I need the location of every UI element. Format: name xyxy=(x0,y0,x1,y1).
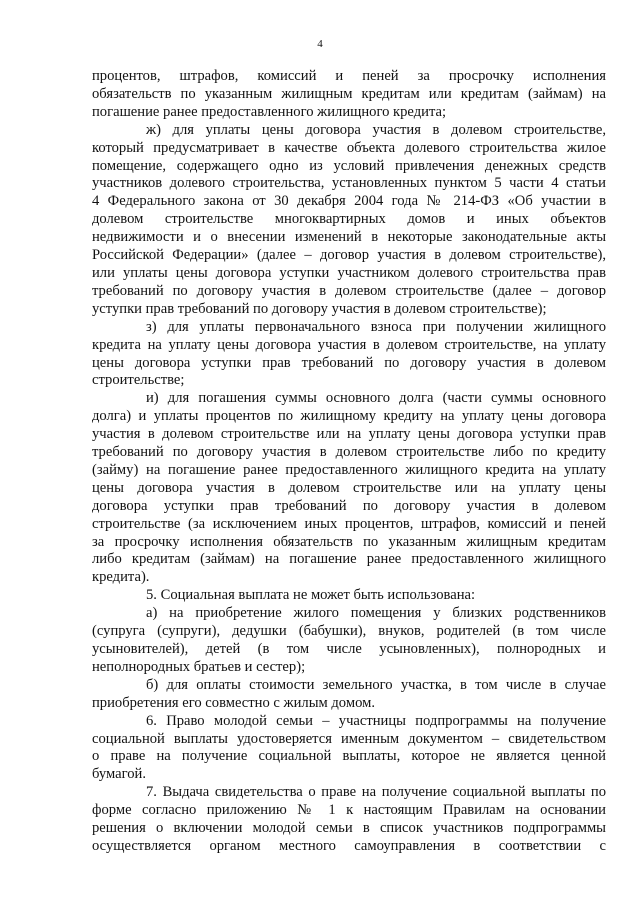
text-line: а) на приобретение жилого помещения у близких родственников xyxy=(146,605,606,622)
text-line: 6. Право молодой семьи – участницы подпрограммы на получение xyxy=(146,712,606,729)
text-line: уступки прав требований по договору участия в долевом строительстве); xyxy=(92,300,547,317)
text-line: обязательств по указанным жилищным кредитам или кредитам (займам) на xyxy=(92,85,606,102)
text-line: договора уступки прав требований по договору участия в долевом xyxy=(92,497,606,514)
text-line: кредита). xyxy=(92,569,150,586)
document-body xyxy=(92,68,606,856)
text-line: строительстве; xyxy=(92,372,185,389)
text-line: кредита на уплату цены договора участия в долевом строительстве, на уплату xyxy=(92,336,606,353)
text-line: решения о включении молодой семьи в список участников подпрограммы xyxy=(92,820,606,837)
paragraph xyxy=(92,784,606,856)
page-number: 4 xyxy=(317,38,323,50)
text-line: з) для уплаты первоначального взноса при получении жилищного xyxy=(146,318,606,335)
text-line: процентов, штрафов, комиссий и пеней за просрочку исполнения xyxy=(92,68,606,84)
text-line: участников долевого строительства, установленных пунктом 5 части 4 статьи xyxy=(92,175,606,192)
text-line: строительстве (за исключением иных процентов, штрафов, комиссий и пеней xyxy=(92,515,606,532)
text-line: 7. Выдача свидетельства о праве на получение социальной выплаты по xyxy=(146,784,606,801)
text-line: 4 Федерального закона от 30 декабря 2004 года № 214-ФЗ «Об участии в xyxy=(92,193,606,210)
paragraph xyxy=(92,587,606,605)
text-line: цены договора уступки прав требований по договору участия в долевом xyxy=(92,354,606,371)
text-line: требований по договору участия в долевом строительстве (далее – договор xyxy=(92,282,606,299)
text-line: форме согласно приложению № 1 к настоящим Правилам на основании xyxy=(92,802,606,819)
text-line: приобретения его совместно с жилым домом. xyxy=(92,694,375,711)
text-line: неполнородных братьев и сестер); xyxy=(92,658,306,675)
text-line: либо кредитам (займам) на погашение ранее предоставленного жилищного xyxy=(92,551,606,568)
text-line: (займу) на погашение ранее предоставленного жилищного кредита на уплату xyxy=(92,461,606,478)
text-line: б) для оплаты стоимости земельного участка, в том числе в случае xyxy=(146,676,606,693)
paragraph xyxy=(92,122,606,319)
text-line: недвижимости и о внесении изменений в некоторые законодательные акты xyxy=(92,229,606,246)
text-line: долга) и уплаты процентов по жилищному кредиту на уплату цены договора xyxy=(92,408,606,425)
text-line: который предусматривает в качестве объекта долевого строительства жилое xyxy=(92,139,606,156)
paragraph xyxy=(92,68,606,122)
text-line: помещение, содержащего одно из условий привлечения денежных средств xyxy=(92,157,606,174)
paragraph xyxy=(92,605,606,677)
text-line: и) для погашения суммы основного долга (части суммы основного xyxy=(146,390,606,407)
text-line: усыновителей), детей (в том числе усыновленных), полнородных и xyxy=(92,641,606,657)
text-line: участия в долевом строительстве или на уплату цены договора уступки прав xyxy=(92,426,606,443)
text-line: или уплаты цены договора уступки участником долевого строительства прав xyxy=(92,264,606,281)
paragraph xyxy=(92,319,606,391)
text-line: погашение ранее предоставленного жилищного кредита; xyxy=(92,103,447,120)
text-line: за просрочку исполнения обязательств по указанным жилищным кредитам xyxy=(92,533,606,550)
text-line: осуществляется органом местного самоуправления в соответствии с xyxy=(92,837,606,854)
text-line: (супруга (супруги), дедушки (бабушки), внуков, родителей (в том числе xyxy=(92,623,606,640)
text-line: требований по договору участия в долевом строительстве либо по кредиту xyxy=(92,444,606,461)
paragraph xyxy=(92,713,606,785)
paragraph xyxy=(92,390,606,587)
paragraph xyxy=(92,677,606,713)
text-line: Российской Федерации» (далее – договор участия в долевом строительстве), xyxy=(92,247,606,264)
text-line: 5. Социальная выплата не может быть использована: xyxy=(146,587,476,604)
text-line: ж) для уплаты цены договора участия в долевом строительстве, xyxy=(146,121,606,138)
text-line: социальной выплаты удостоверяется именным документом – свидетельством xyxy=(92,730,606,747)
text-line: бумагой. xyxy=(92,766,146,783)
text-line: о праве на получение социальной выплаты, которое не является ценной xyxy=(92,748,606,765)
text-line: цены договора участия в долевом строительстве или на уплату цены xyxy=(92,479,606,496)
text-line: долевом строительстве многоквартирных домов и иных объектов xyxy=(92,211,606,228)
